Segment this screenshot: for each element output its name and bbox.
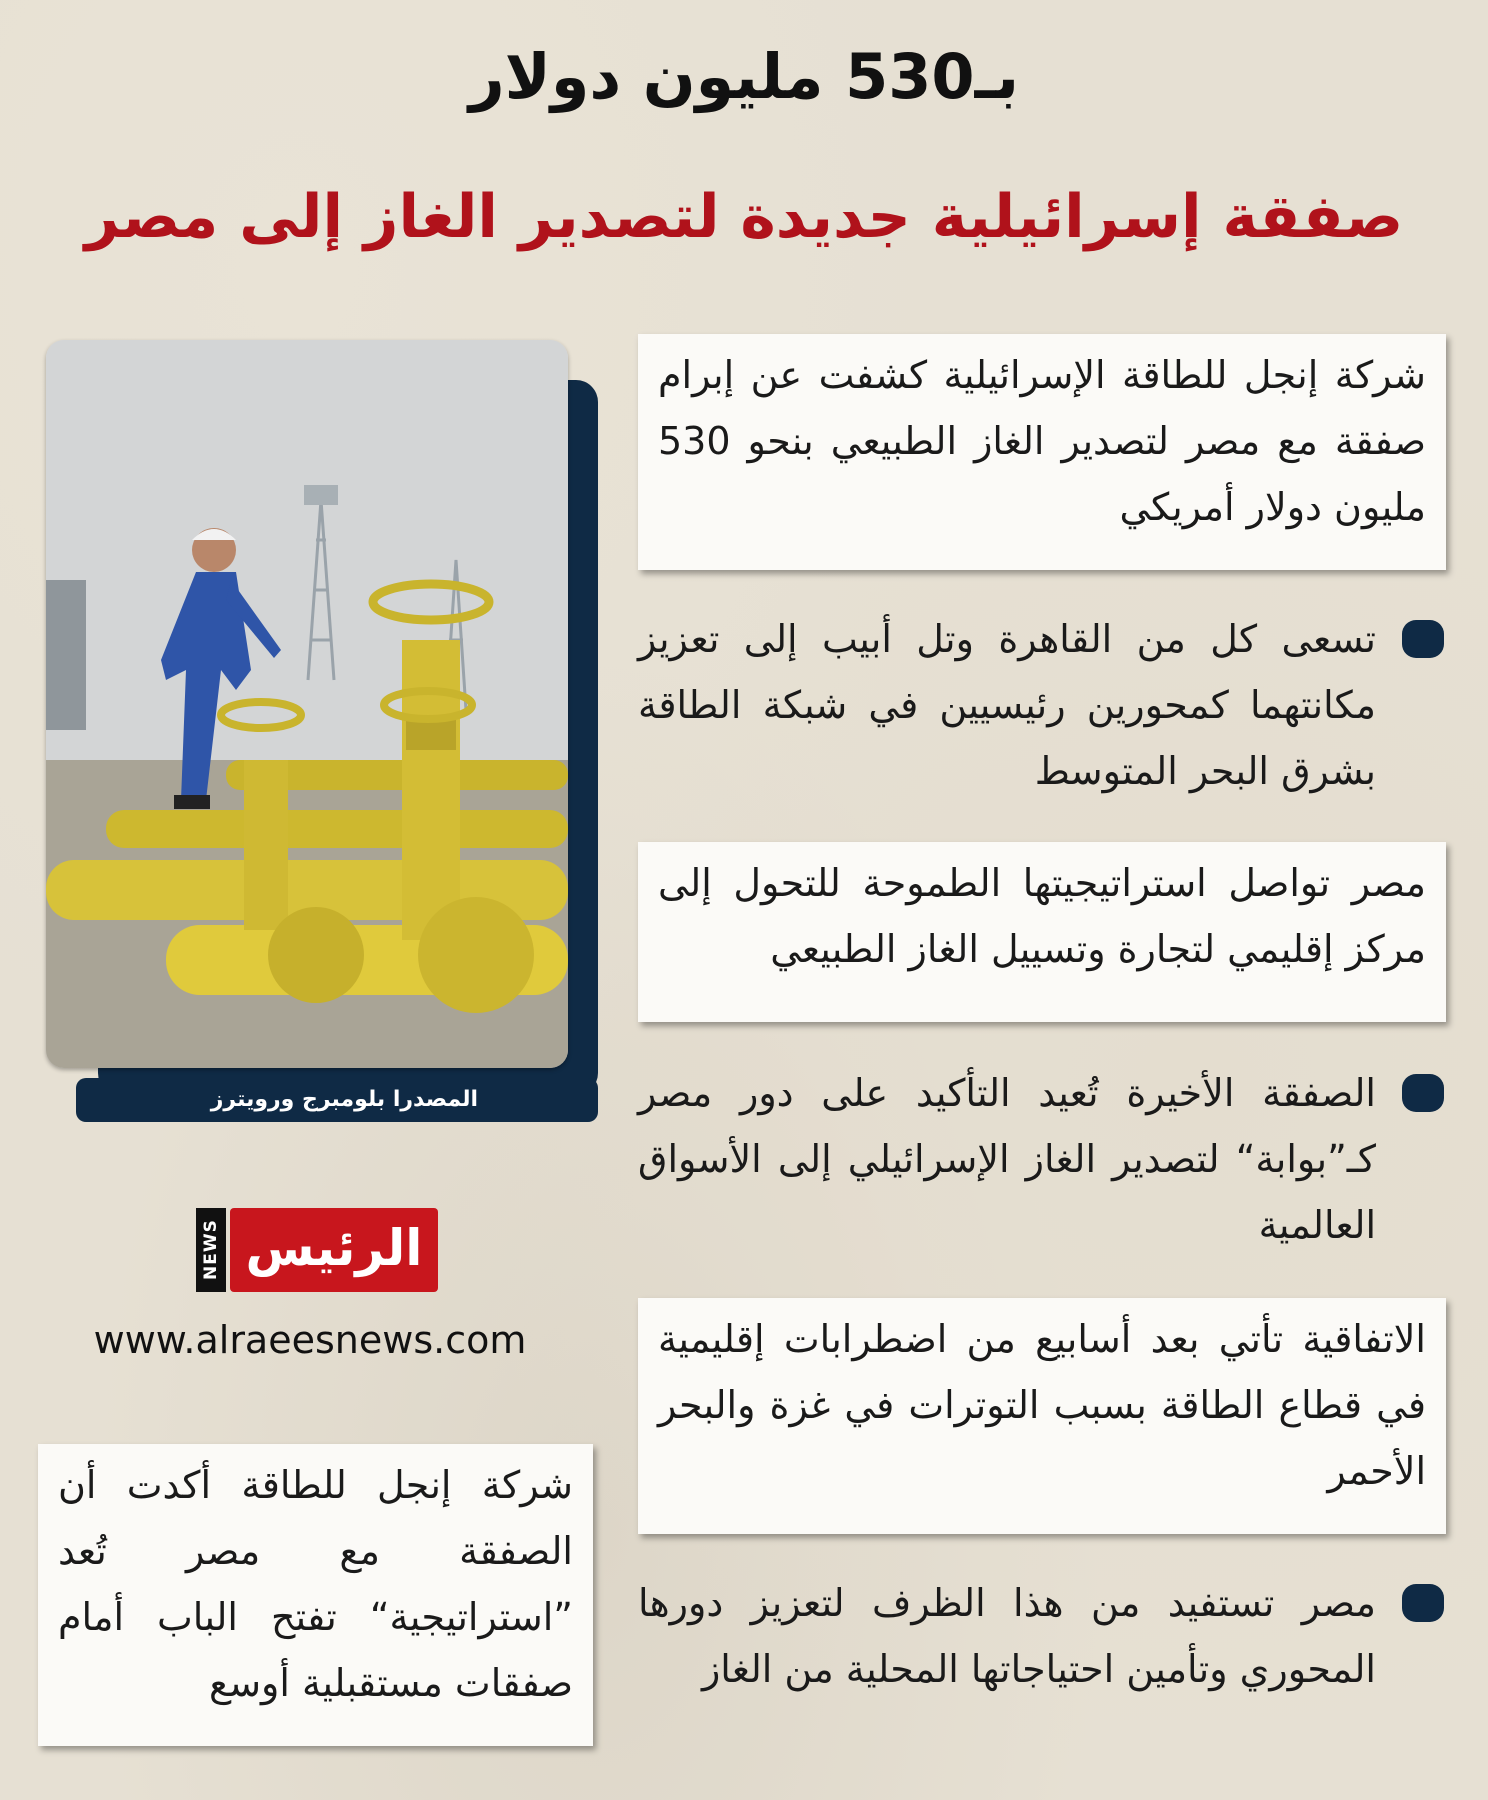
headline-amount: بـ530 مليون دولار [468,40,1020,113]
bullet-text: مصر تستفيد من هذا الظرف لتعزيز دورها المحوري وتأمين احتياجاتها المحلية من الغاز [638,1581,1376,1691]
bullet-dot [1402,1074,1444,1112]
photo-caption: المصدرا بلومبرج ورويترز [76,1078,598,1122]
website-url[interactable]: www.alraeesnews.com [93,1318,527,1362]
bullet-dot [1402,620,1444,658]
bullet-text: الصفقة الأخيرة تُعيد التأكيد على دور مصر كـ”بوابة“ لتصدير الغاز الإسرائيلي إلى الأسواق العالمية [638,1071,1376,1247]
bullet-item-2 [638,1060,1448,1258]
info-card-4: شركة إنجل للطاقة أكدت أن الصفقة مع مصر تُعد ”استراتيجية“ تفتح الباب أمام صفقات مستقبلية أوسع [38,1444,593,1746]
logo-news-badge: NEWS [196,1208,226,1292]
pipeline-worker-illustration [46,340,568,1068]
info-card-3: الاتفاقية تأتي بعد أسابيع من اضطرابات إقليمية في قطاع الطاقة بسبب التوترات في غزة والبحر الأحمر [638,1298,1446,1534]
bullet-dot [1402,1584,1444,1622]
news-photo [46,340,568,1068]
bullet-item-1 [638,606,1448,804]
logo-wordmark: الرئيس [230,1208,438,1292]
bullet-text: تسعى كل من القاهرة وتل أبيب إلى تعزيز مكانتهما كمحورين رئيسيين في شبكة الطاقة بشرق البحر المتوسط [638,617,1376,793]
info-card-1: شركة إنجل للطاقة الإسرائيلية كشفت عن إبرام صفقة مع مصر لتصدير الغاز الطبيعي بنحو 530 مليون دولار أمريكي [638,334,1446,570]
info-card-2: مصر تواصل استراتيجيتها الطموحة للتحول إلى مركز إقليمي لتجارة وتسييل الغاز الطبيعي [638,842,1446,1022]
bullet-item-3 [638,1570,1448,1702]
alraees-logo [196,1208,438,1292]
headline-main: صفقة إسرائيلية جديدة لتصدير الغاز إلى مصر [84,182,1404,252]
